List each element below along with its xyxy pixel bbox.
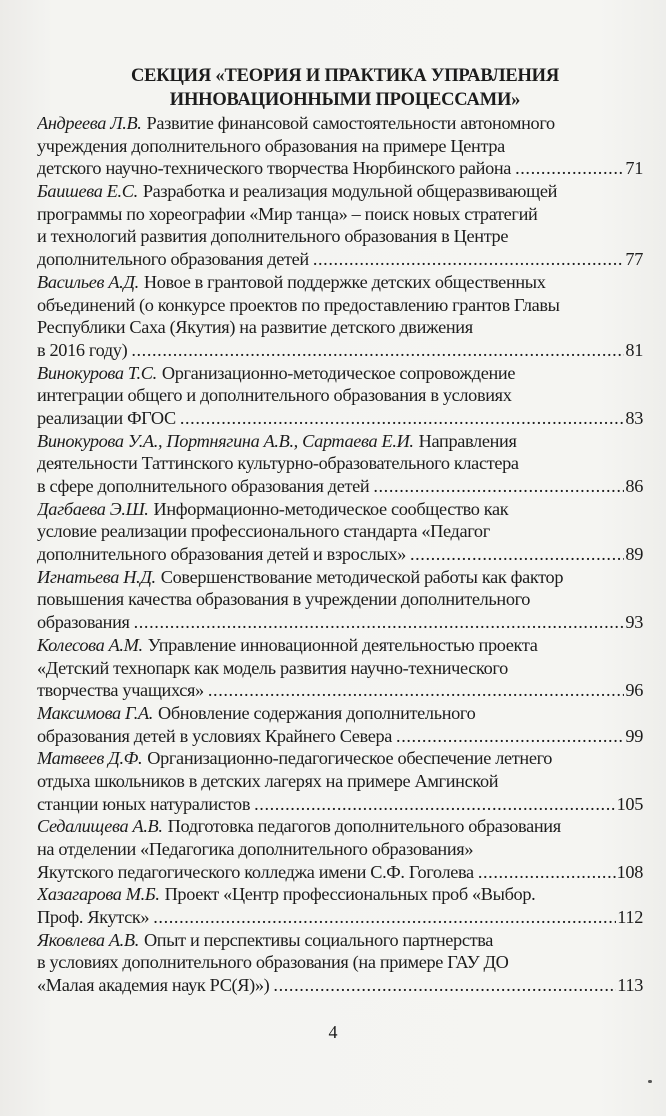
toc-entry-line (37, 974, 643, 997)
entry-title-text: Якутского педагогического колледжа имени С.Ф. Гоголева (37, 861, 474, 882)
entry-author: Матвеев Д.Ф. (37, 748, 143, 769)
entry-title-text: и технологий развития дополнительного образования в Центре (37, 226, 509, 247)
entry-title-text: творчества учащихся» (37, 680, 204, 701)
entry-title-text: деятельности Таттинского культурно-образовательного кластера (37, 453, 519, 474)
toc-entry (37, 112, 643, 180)
entry-author: Хазагарова М.Б. (37, 884, 160, 905)
toc-entry (37, 180, 643, 271)
toc-entry-line (37, 407, 643, 430)
entry-title-text: объединений (о конкурсе проектов по предоставлению грантов Главы (37, 294, 560, 315)
toc-entry-line (37, 452, 643, 475)
dot-leader (131, 339, 624, 362)
entry-page-number: 81 (625, 339, 643, 360)
dot-leader (373, 475, 624, 498)
toc-entry-line (37, 702, 643, 725)
entry-author: Винокурова У.А., Портнягина А.В., Сартаева Е.И. (37, 430, 414, 451)
entry-title-text: Опыт и перспективы социального партнерства (143, 929, 494, 950)
toc-entry-line (37, 838, 643, 861)
dot-leader (153, 906, 616, 929)
toc-entry-line (37, 883, 643, 906)
table-of-contents (37, 112, 643, 997)
entry-title-text: интеграции общего и дополнительного образования в условиях (37, 385, 512, 406)
toc-entry-line (37, 747, 643, 770)
entry-page-number: 83 (625, 407, 643, 428)
toc-entry-line (37, 498, 643, 521)
entry-title-text: Управление инновационной деятельностью проекта (147, 634, 538, 655)
dot-leader (410, 543, 624, 566)
dot-leader (180, 407, 625, 430)
entry-title-text: Организационно-методическое сопровождение (161, 362, 516, 383)
toc-entry-line (37, 271, 643, 294)
toc-entry (37, 747, 643, 815)
toc-entry (37, 634, 643, 702)
entry-page-number: 99 (625, 725, 643, 746)
entry-title-text: станции юных натуралистов (37, 793, 251, 814)
entry-title-text: повышения качества образования в учреждении дополнительного (37, 589, 531, 610)
entry-title-text: программы по хореографии «Мир танца» – поиск новых стратегий (37, 203, 538, 224)
toc-entry (37, 498, 643, 566)
toc-entry-line (37, 384, 643, 407)
entry-title-text: Развитие финансовой самостоятельности автономного (146, 113, 555, 133)
entry-title-text: в сфере дополнительного образования детей (37, 476, 370, 496)
entry-author: Седалищева А.В. (37, 816, 163, 837)
entry-title-text: Разработка и реализация модульной общеразвивающей (142, 181, 558, 202)
section-title-line-1: СЕКЦИЯ «ТЕОРИЯ И ПРАКТИКА УПРАВЛЕНИЯ (130, 66, 560, 86)
toc-entry (37, 362, 643, 430)
dot-leader (134, 611, 625, 634)
toc-entry-line (37, 861, 643, 884)
toc-entry-line (37, 611, 643, 634)
toc-entry-line (37, 566, 643, 589)
toc-entry-line (37, 725, 643, 748)
entry-title-text: детского научно-технического творчества Нюрбинского района (37, 158, 512, 179)
entry-author: Васильев А.Д. (37, 271, 139, 292)
toc-entry-line (37, 225, 643, 248)
entry-title-text: в 2016 году) (37, 339, 128, 360)
entry-page-number: 112 (617, 907, 643, 928)
entry-page-number: 93 (625, 612, 643, 633)
entry-page-number: 96 (625, 680, 643, 701)
dot-leader (313, 248, 625, 271)
toc-entry-line (37, 929, 643, 952)
toc-entry-line (37, 362, 643, 385)
entry-title-text: Обновление содержания дополнительного (157, 702, 476, 723)
entry-title-text: Совершенствование методической работы как фактор (160, 566, 564, 587)
entry-page-number: 113 (617, 975, 643, 996)
entry-title-text: Направления (418, 430, 517, 451)
entry-page-number: 71 (625, 158, 643, 179)
dot-leader (208, 679, 625, 702)
toc-entry-line (37, 203, 643, 226)
entry-author: Винокурова Т.С. (37, 362, 157, 383)
dot-leader (396, 725, 624, 748)
toc-entry-line (37, 430, 643, 453)
entry-title-text: Новое в грантовой поддержке детских общественных (143, 271, 546, 292)
toc-entry-line (37, 248, 643, 271)
dot-leader (254, 793, 616, 816)
entry-title-text: условие реализации профессионального стандарта «Педагог (37, 521, 490, 542)
section-title-line-2: ИННОВАЦИОННЫМИ ПРОЦЕССАМИ» (169, 90, 521, 110)
toc-entry (37, 929, 643, 997)
toc-entry-line (37, 339, 643, 362)
entry-title-text: Республики Саха (Якутия) на развитие детского движения (37, 317, 473, 338)
toc-entry (37, 430, 643, 498)
toc-entry-line (37, 951, 643, 974)
entry-title-text: дополнительного образования детей (37, 249, 309, 270)
entry-title-text: дополнительного образования детей и взрослых» (37, 544, 406, 565)
entry-title-text: образования детей в условиях Крайнего Севера (37, 725, 393, 746)
toc-entry (37, 271, 643, 362)
entry-author: Дагбаева Э.Ш. (37, 498, 149, 519)
entry-title-text: Организационно-педагогическое обеспечение летнего (147, 748, 553, 769)
entry-title-text: Проект «Центр профессиональных проб «Выбор. (164, 884, 536, 905)
entry-author: Максимова Г.А. (37, 702, 153, 723)
toc-entry (37, 815, 643, 883)
entry-author: Колесова А.М. (37, 634, 143, 655)
entry-title-text: реализации ФГОС (37, 407, 176, 428)
toc-entry-line (37, 180, 643, 203)
entry-title-text: образования (37, 612, 130, 633)
entry-author: Яковлева А.В. (37, 929, 139, 950)
entry-page-number: 86 (625, 476, 643, 496)
entry-title-text: учреждения дополнительного образования на примере Центра (37, 135, 505, 156)
entry-title-text: отдыха школьников в детских лагерях на примере Амгинской (37, 770, 499, 791)
scan-speck (648, 1080, 652, 1083)
entry-page-number: 108 (616, 861, 643, 882)
toc-entry-line (37, 112, 643, 135)
toc-entry-line (37, 294, 643, 317)
dot-leader (478, 861, 616, 884)
toc-entry (37, 566, 643, 634)
toc-entry-line (37, 520, 643, 543)
entry-page-number: 89 (625, 544, 643, 565)
entry-title-text: «Малая академия наук РС(Я)») (37, 975, 270, 996)
toc-entry-line (37, 634, 643, 657)
toc-entry-line (37, 157, 643, 180)
toc-entry-line (37, 906, 643, 929)
entry-title-text: на отделении «Педагогика дополнительного образования» (37, 839, 474, 859)
toc-entry-line (37, 793, 643, 816)
toc-entry-line (37, 770, 643, 793)
entry-title-text: Подготовка педагогов дополнительного образования (167, 816, 561, 837)
toc-entry (37, 883, 643, 928)
toc-entry-line (37, 475, 643, 498)
entry-author: Игнатьева Н.Д. (37, 566, 156, 587)
entry-author: Андреева Л.В. (37, 113, 142, 133)
toc-entry-line (37, 679, 643, 702)
entry-title-text: Проф. Якутск» (37, 907, 150, 928)
entry-title-text: в условиях дополнительного образования (на примере ГАУ ДО (37, 952, 509, 973)
entry-page-number: 105 (616, 793, 643, 814)
page-number: 4 (328, 1022, 338, 1042)
toc-entry-line (37, 316, 643, 339)
toc-entry-line (37, 657, 643, 680)
toc-entry-line (37, 543, 643, 566)
entry-author: Баишева Е.С. (37, 181, 138, 202)
toc-entry-line (37, 135, 643, 158)
toc-entry-line (37, 588, 643, 611)
dot-leader (273, 974, 616, 997)
toc-entry (37, 702, 643, 747)
entry-page-number: 77 (625, 249, 643, 270)
dot-leader (515, 157, 624, 180)
entry-title-text: «Детский технопарк как модель развития научно-технического (37, 657, 508, 678)
toc-entry-line (37, 815, 643, 838)
entry-title-text: Информационно-методическое сообщество как (153, 498, 509, 519)
